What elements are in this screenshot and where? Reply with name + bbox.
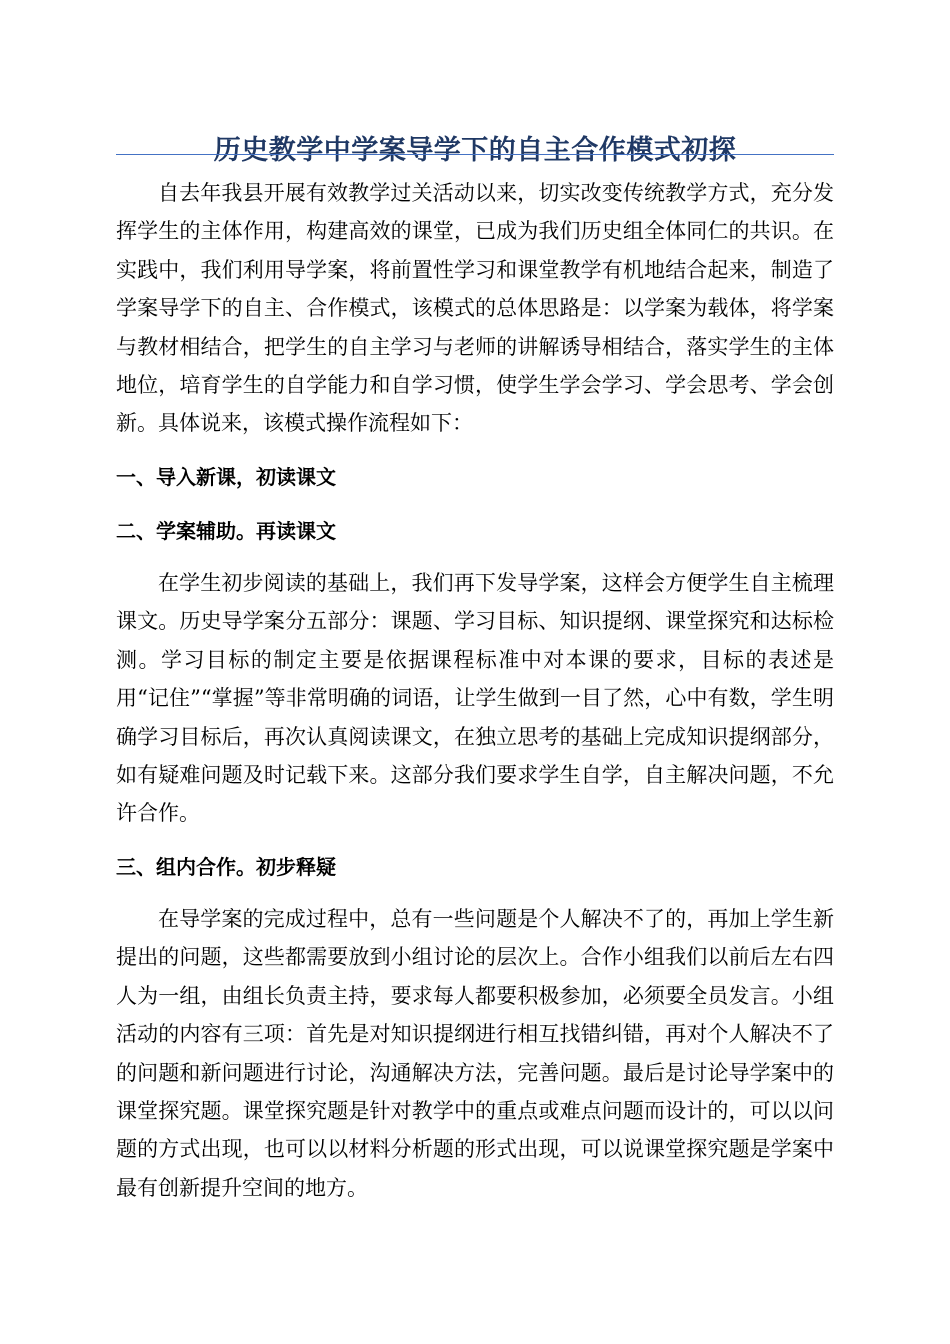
- section-heading-2: 二、学案辅助。再读课文: [116, 519, 336, 543]
- intro-paragraph: 自去年我县开展有效教学过关活动以来，切实改变传统教学方式，充分发挥学生的主体作用，构建高效的课堂，已成为我们历史组全体同仁的共识。在实践中，我们利用导学案，将前置性学习和课堂教学有机地结合起来，制造了学案导学下的自主、合作模式，该模式的总体思路是：以学案为载体，将学案与教材相结合，把学生的自主学习与老师的讲解诱导相结合，落实学生的主体地位，培育学生的自学能力和自学习惯，使学生学会学习、学会思考、学会创新。具体说来，该模式操作流程如下：: [116, 181, 834, 436]
- page-title: 历史教学中学案导学下的自主合作模式初探: [213, 135, 737, 167]
- section-heading-3: 三、组内合作。初步释疑: [116, 855, 336, 879]
- section-3-paragraph: 在导学案的完成过程中，总有一些问题是个人解决不了的，再加上学生新提出的问题，这些都需要放到小组讨论的层次上。合作小组我们以前后左右四人为一组，由组长负责主持，要求每人都要积极参加，必须要全员发言。小组活动的内容有三项：首先是对知识提纲进行相互找错纠错，再对个人解决不了的问题和新问题进行讨论，沟通解决方法，完善问题。最后是讨论导学案中的课堂探究题。课堂探究题是针对教学中的重点或难点问题而设计的，可以以问题的方式出现，也可以以材料分析题的形式出现，可以说课堂探究题是学案中最有创新提升空间的地方。: [116, 907, 834, 1200]
- section-2-paragraph: 在学生初步阅读的基础上，我们再下发导学案，这样会方便学生自主梳理课文。历史导学案分五部分：课题、学习目标、知识提纲、课堂探究和达标检测。学习目标的制定主要是依据课程标准中对本课的要求，目标的表述是用“记住”“掌握”等非常明确的词语，让学生做到一目了然，心中有数，学生明确学习目标后，再次认真阅读课文，在独立思考的基础上完成知识提纲部分，如有疑难问题及时记载下来。这部分我们要求学生自学，自主解决问题，不允许合作。: [116, 571, 834, 826]
- title-underline: [116, 154, 834, 155]
- section-heading-1: 一、导入新课，初读课文: [116, 465, 336, 489]
